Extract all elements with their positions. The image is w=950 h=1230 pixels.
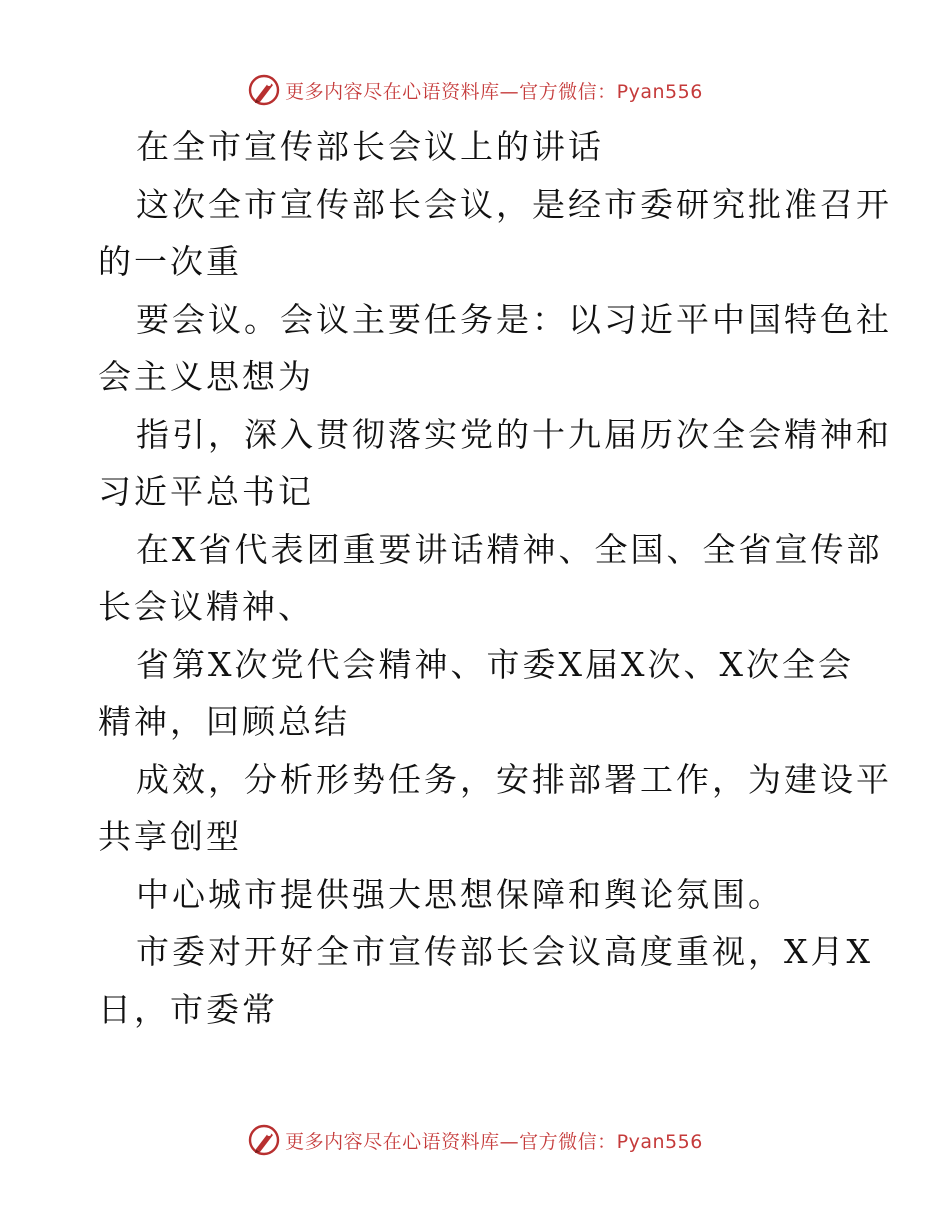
paragraph-line: 省第X次党代会精神、市委X届X次、X次全会: [136, 644, 854, 684]
paragraph-line: 这次全市宣传部长会议，是经市委研究批准召开: [136, 184, 892, 224]
paragraph-line: 成效，分析形势任务，安排部署工作，为建设平: [136, 759, 892, 799]
watermark-text: 更多内容尽在心语资料库—官方微信：Pyan556: [285, 80, 703, 103]
paragraph-line: 长会议精神、: [98, 587, 314, 626]
paragraph-line: 在X省代表团重要讲话精神、全国、全省宣传部: [136, 529, 883, 569]
paragraph-line: 日，市委常: [98, 989, 278, 1029]
header-watermark-banner: [0, 70, 950, 110]
paragraph-line: 的一次重: [98, 242, 242, 281]
paragraph-line: 指引，深入贯彻落实党的十九届历次全会精神和: [136, 414, 892, 454]
watermark-text: 更多内容尽在心语资料库—官方微信：Pyan556: [285, 1130, 703, 1153]
paragraph-line: 习近平总书记: [98, 472, 314, 511]
document-body: [98, 118, 892, 1038]
paragraph-line: 会主义思想为: [98, 357, 314, 396]
pen-logo-icon: [247, 1123, 281, 1157]
paragraph-line: 共享创型: [98, 817, 242, 856]
paragraph-line: 精神，回顾总结: [98, 702, 350, 741]
paragraph-line: 市委对开好全市宣传部长会议高度重视，X月X: [136, 932, 873, 971]
paragraph-line: 中心城市提供强大思想保障和舆论氛围。: [136, 874, 784, 914]
paragraph-line: 要会议。会议主要任务是：以习近平中国特色社: [136, 299, 892, 339]
footer-watermark-banner: [0, 1120, 950, 1160]
pen-logo-icon: [247, 73, 281, 107]
document-title: 在全市宣传部长会议上的讲话: [136, 127, 604, 166]
